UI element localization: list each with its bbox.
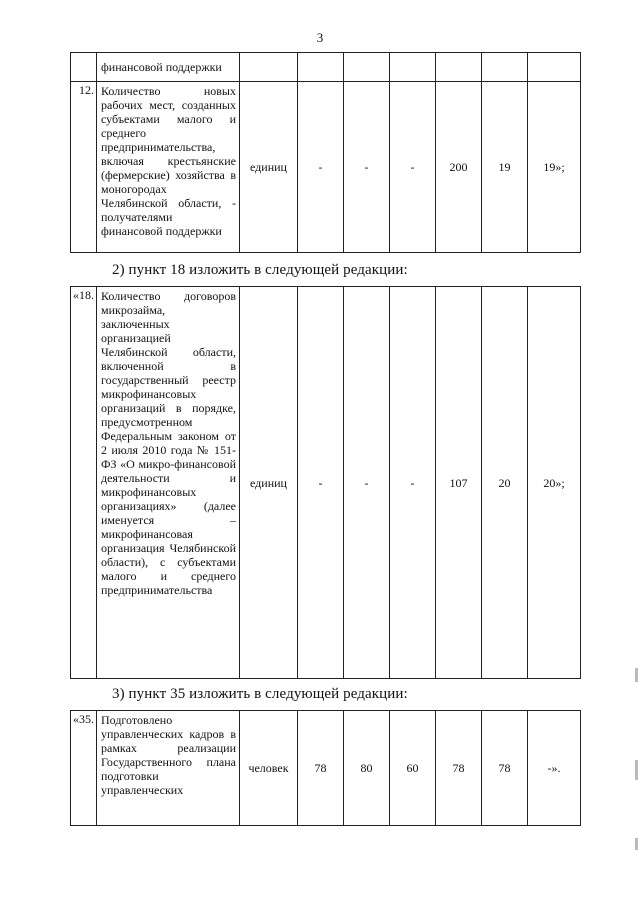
value-cell xyxy=(528,53,581,82)
value-cell: 107 xyxy=(436,287,482,679)
table-row xyxy=(71,287,581,679)
value-cell: -». xyxy=(528,711,581,826)
page-number: 3 xyxy=(316,30,324,45)
value-cell: 78 xyxy=(482,711,528,826)
indicator-name-cell: финансовой поддержки xyxy=(97,53,240,82)
value-cell xyxy=(482,53,528,82)
value-cell: 200 xyxy=(436,82,482,253)
indicator-table-3 xyxy=(70,710,581,826)
row-number-cell: «35. xyxy=(71,711,97,826)
section-heading-item-3: 3) пункт 35 изложить в следующей редакции: xyxy=(112,686,408,702)
section-heading-item-2: 2) пункт 18 изложить в следующей редакции: xyxy=(112,262,408,278)
value-cell: - xyxy=(344,82,390,253)
value-cell: 19»; xyxy=(528,82,581,253)
value-cell: 80 xyxy=(344,711,390,826)
value-cell xyxy=(390,53,436,82)
value-cell: - xyxy=(344,287,390,679)
value-cell: - xyxy=(390,287,436,679)
value-cell xyxy=(344,53,390,82)
value-cell xyxy=(298,53,344,82)
row-number-cell: 12. xyxy=(71,82,97,253)
value-cell: 19 xyxy=(482,82,528,253)
value-cell: - xyxy=(298,287,344,679)
unit-cell: человек xyxy=(240,711,298,826)
row-number-cell: «18. xyxy=(71,287,97,679)
table-row-continuation xyxy=(71,53,581,82)
indicator-name-cell: Количество новых рабочих мест, созданных субъектами малого и среднего предпринимательства, включая крестьянские (фермерские) хозяйства в моногородах Челябинской области, - получателями финансовой поддержки xyxy=(97,82,240,253)
indicator-name-cell: Подготовлено управленческих кадров в рамках реализации Государственного плана подготовки управленческих xyxy=(97,711,240,826)
value-cell: 60 xyxy=(390,711,436,826)
unit-cell xyxy=(240,53,298,82)
value-cell: 78 xyxy=(298,711,344,826)
value-cell xyxy=(436,53,482,82)
scan-artifact xyxy=(635,838,638,850)
unit-cell: единиц xyxy=(240,287,298,679)
value-cell: 20»; xyxy=(528,287,581,679)
table-row xyxy=(71,82,581,253)
value-cell: 78 xyxy=(436,711,482,826)
value-cell: 20 xyxy=(482,287,528,679)
indicator-name-cell: Количество договоров микрозайма, заключенных организацией Челябинской области, включенной в государственный реестр микрофинансовых организаций в порядке, предусмотренном Федеральным законом от 2 июля 2010 года № 151-ФЗ «О микро-финансовой деятельности и микрофинансовых организациях» (далее именуется – микрофинансовая организация Челябинской области), с субъектами малого и среднего предпринимательства xyxy=(97,287,240,679)
value-cell: - xyxy=(390,82,436,253)
row-number-cell xyxy=(71,53,97,82)
value-cell: - xyxy=(298,82,344,253)
scan-artifact xyxy=(635,760,638,780)
unit-cell: единиц xyxy=(240,82,298,253)
scan-artifact xyxy=(635,668,638,682)
indicator-table-2 xyxy=(70,286,581,679)
table-row xyxy=(71,711,581,826)
indicator-table-1 xyxy=(70,52,581,253)
